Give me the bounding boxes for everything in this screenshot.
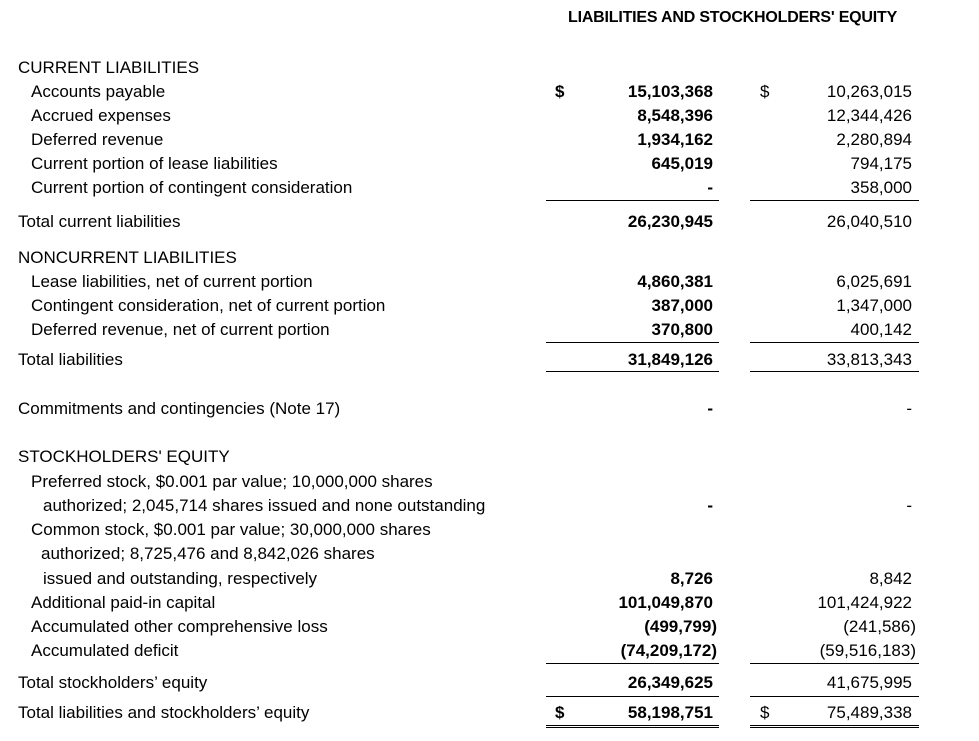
value-col-2: 12,344,426 <box>826 106 912 125</box>
row-label: Deferred revenue, net of current portion <box>31 320 330 339</box>
value-col-2: 101,424,922 <box>817 593 912 612</box>
currency-symbol: $ <box>760 703 770 722</box>
row-label: Lease liabilities, net of current portion <box>31 272 313 291</box>
currency-symbol: $ <box>555 703 565 722</box>
section-label: NONCURRENT LIABILITIES <box>18 248 237 267</box>
row-label: authorized; 2,045,714 shares issued and none outstanding <box>43 496 486 515</box>
section-heading-stockholders-equity <box>0 447 979 471</box>
row-label: Accrued expenses <box>31 106 171 125</box>
value-col-1: 4,860,381 <box>637 272 713 291</box>
value-col-2: - <box>906 399 912 418</box>
currency-symbol: $ <box>760 82 770 101</box>
table-row-preferred <box>0 496 979 520</box>
table-row-deferred-revenue <box>0 130 979 154</box>
value-col-1: - <box>707 399 713 418</box>
table-row-contingent-noncurrent <box>0 296 979 320</box>
subtotal-rule <box>546 200 719 201</box>
value-col-1: (499,799) <box>644 617 717 636</box>
table-row-aocl <box>0 617 979 641</box>
row-label: Current portion of contingent consideration <box>31 178 353 197</box>
subtotal-rule <box>750 342 919 343</box>
value-col-2: 6,025,691 <box>836 272 912 291</box>
table-row-common-line1 <box>0 520 979 544</box>
table-row-total-liabilities-equity <box>0 703 979 727</box>
section-heading-noncurrent-liabilities <box>0 248 979 272</box>
value-col-2: 400,142 <box>850 320 912 339</box>
row-label: Common stock, $0.001 par value; 30,000,000 shares <box>31 520 431 539</box>
subtotal-rule <box>750 200 919 201</box>
value-col-1: - <box>707 178 713 197</box>
value-col-2: (241,586) <box>843 617 916 636</box>
value-col-1: 15,103,368 <box>627 82 713 101</box>
table-row-total-current <box>0 212 979 236</box>
value-col-2: 8,842 <box>869 569 912 588</box>
table-row-deficit <box>0 641 979 665</box>
table-row-apic <box>0 593 979 617</box>
table-row-commitments <box>0 399 979 423</box>
table-row-common <box>0 569 979 593</box>
value-col-1: 101,049,870 <box>618 593 713 612</box>
value-col-2: 75,489,338 <box>826 703 912 722</box>
value-col-1: 26,230,945 <box>627 212 713 231</box>
grand-total-double-rule <box>750 725 919 728</box>
row-label: Total liabilities <box>18 350 123 369</box>
value-col-1: 31,849,126 <box>627 350 713 369</box>
section-label: CURRENT LIABILITIES <box>18 58 200 77</box>
value-col-1: 58,198,751 <box>627 703 713 722</box>
row-label: Total stockholders’ equity <box>18 673 208 692</box>
currency-symbol: $ <box>555 82 565 101</box>
row-label: authorized; 8,725,476 and 8,842,026 shares <box>41 544 375 563</box>
table-row-deferred-noncurrent <box>0 320 979 344</box>
value-col-1: 8,548,396 <box>637 106 713 125</box>
row-label: Total current liabilities <box>18 212 181 231</box>
row-label: Deferred revenue <box>31 130 164 149</box>
value-col-2: 33,813,343 <box>826 350 912 369</box>
page-title: LIABILITIES AND STOCKHOLDERS' EQUITY <box>568 9 898 26</box>
row-label: issued and outstanding, respectively <box>43 569 318 588</box>
grand-total-double-rule <box>546 725 719 728</box>
subtotal-rule <box>546 696 719 697</box>
table-row-common-line2 <box>0 544 979 568</box>
row-label: Accounts payable <box>31 82 166 101</box>
value-col-2: 26,040,510 <box>826 212 912 231</box>
value-col-2: 41,675,995 <box>826 673 912 692</box>
value-col-2: - <box>906 496 912 515</box>
value-col-2: 358,000 <box>850 178 912 197</box>
row-label: Contingent consideration, net of current portion <box>31 296 386 315</box>
value-col-1: 8,726 <box>670 569 713 588</box>
value-col-2: 794,175 <box>850 154 912 173</box>
value-col-2: 2,280,894 <box>836 130 912 149</box>
row-label: Commitments and contingencies (Note 17) <box>18 399 341 418</box>
row-label: Current portion of lease liabilities <box>31 154 278 173</box>
row-label: Accumulated deficit <box>31 641 179 660</box>
value-col-1: (74,209,172) <box>620 641 717 660</box>
value-col-2: (59,516,183) <box>819 641 916 660</box>
row-label: Preferred stock, $0.001 par value; 10,000,000 shares <box>31 472 433 491</box>
value-col-2: 1,347,000 <box>836 296 912 315</box>
section-label: STOCKHOLDERS' EQUITY <box>18 447 230 466</box>
table-row-lease-noncurrent <box>0 272 979 296</box>
table-row-lease-current <box>0 154 979 178</box>
value-col-1: 1,934,162 <box>637 130 713 149</box>
value-col-1: 26,349,625 <box>627 673 713 692</box>
row-label: Total liabilities and stockholders’ equity <box>18 703 310 722</box>
subtotal-rule <box>546 342 719 343</box>
row-label: Additional paid-in capital <box>31 593 216 612</box>
table-row-accrued-expenses <box>0 106 979 130</box>
total-rule <box>546 371 719 372</box>
row-label: Accumulated other comprehensive loss <box>31 617 328 636</box>
subtotal-rule <box>750 696 919 697</box>
subtotal-rule <box>750 663 919 664</box>
table-row-contingent-current <box>0 178 979 202</box>
value-col-1: 387,000 <box>651 296 713 315</box>
table-row-total-equity <box>0 673 979 697</box>
subtotal-rule <box>546 663 719 664</box>
table-row-preferred-line1 <box>0 472 979 496</box>
table-row-accounts-payable <box>0 82 979 106</box>
section-heading-current-liabilities <box>0 58 979 82</box>
value-col-2: 10,263,015 <box>826 82 912 101</box>
value-col-1: 645,019 <box>651 154 713 173</box>
total-rule <box>750 371 919 372</box>
value-col-1: - <box>707 496 713 515</box>
value-col-1: 370,800 <box>651 320 713 339</box>
